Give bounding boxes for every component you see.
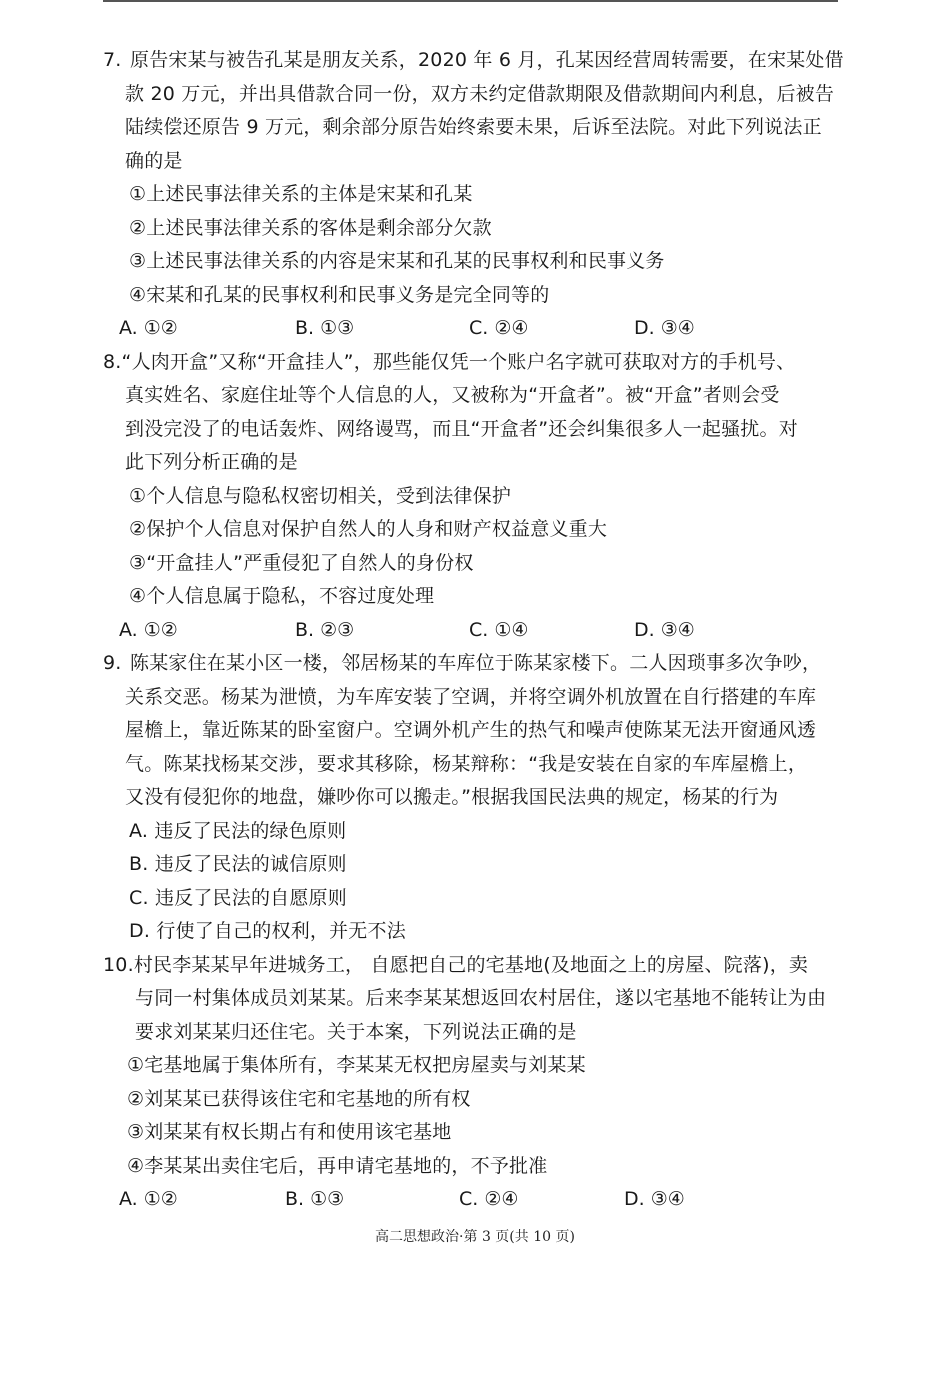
question-10-option-b: B. ①③ [285, 1188, 345, 1210]
page-content [103, 44, 843, 1217]
question-10-statement-4: ④李某某出卖住宅后，再申请宅基地的，不予批准 [127, 1154, 548, 1177]
question-10-option-a: A. ①② [119, 1188, 178, 1210]
question-7-statement-2: ②上述民事法律关系的客体是剩余部分欠款 [129, 216, 492, 239]
question-8-option-c: C. ①④ [469, 618, 529, 641]
question-10-option-d: D. ③④ [624, 1188, 685, 1210]
question-8-option-d: D. ③④ [634, 618, 695, 641]
question-8-option-a: A. ①② [119, 618, 178, 641]
question-7-option-d: D. ③④ [634, 317, 695, 339]
question-9-option-c: C. 违反了民法的自愿原则 [129, 886, 347, 909]
question-8 [103, 346, 843, 648]
question-7 [103, 44, 843, 346]
question-8-options [103, 614, 843, 648]
question-10-statement-1: ①宅基地属于集体所有，李某某无权把房屋卖与刘某某 [127, 1054, 586, 1076]
question-9-option-a: A. 违反了民法的绿色原则 [129, 819, 347, 842]
page-footer: 高二思想政治·第 3 页(共 10 页) [375, 1229, 575, 1245]
question-10 [103, 949, 843, 1217]
question-9-option-d: D. 行使了自己的权利，并无不法 [129, 920, 406, 942]
question-8-number: 8. [103, 350, 122, 373]
question-9-line-2: 关系交恶。杨某为泄愤，为车库安装了空调，并将空调外机放置在自行搭建的车库 [125, 685, 817, 708]
question-9-line-1: 9. 陈某家住在某小区一楼，邻居杨某的车库位于陈某家楼下。二人因琐事多次争吵， [103, 647, 843, 681]
question-10-number: 10. [103, 953, 134, 976]
question-10-line-1: 10.村民李某某早年进城务工， 自愿把自己的宅基地(及地面之上的房屋、院落)，卖 [103, 953, 809, 976]
question-8-line-1: 8.“人肉开盒”又称“开盒挂人”，那些能仅凭一个账户名字就可获取对方的手机号、 [103, 350, 796, 373]
question-9-line-3: 屋檐上，靠近陈某的卧室窗户。空调外机产生的热气和噪声使陈某无法开窗通风透 [125, 719, 817, 741]
question-8-line-4: 此下列分析正确的是 [125, 451, 298, 473]
question-9-number: 9. [103, 652, 122, 674]
question-8-statement-4: ④个人信息属于隐私，不容过度处理 [129, 585, 435, 607]
question-7-option-a: A. ①② [119, 317, 178, 339]
question-9-option-b: B. 违反了民法的诚信原则 [129, 853, 347, 875]
top-rule [103, 0, 838, 2]
question-8-line-2: 真实姓名、家庭住址等个人信息的人，又被称为“开盒者”。被“开盒”者则会受 [125, 384, 780, 406]
question-9-line-4: 气。陈某找杨某交涉，要求其移除，杨某辩称：“我是安装在自家的车库屋檐上， [125, 752, 808, 775]
question-9-line-5: 又没有侵犯你的地盘，嫌吵你可以搬走。”根据我国民法典的规定，杨某的行为 [125, 786, 779, 808]
question-7-option-c: C. ②④ [469, 317, 529, 339]
question-7-statement-1: ①上述民事法律关系的主体是宋某和孔某 [129, 183, 473, 205]
question-8-statement-1: ①个人信息与隐私权密切相关，受到法律保护 [129, 484, 512, 507]
question-10-statement-3: ③刘某某有权长期占有和使用该宅基地 [127, 1121, 452, 1143]
question-10-statement-2: ②刘某某已获得该住宅和宅基地的所有权 [127, 1087, 471, 1110]
question-7-option-b: B. ①③ [295, 317, 355, 339]
question-10-options [103, 1183, 843, 1217]
question-7-line-3: 陆续偿还原告 9 万元，剩余部分原告始终索要未果，后诉至法院。对此下列说法正 [125, 116, 822, 138]
question-7-line-4: 确的是 [125, 149, 183, 172]
question-8-statement-2: ②保护个人信息对保护自然人的人身和财产权益意义重大 [129, 518, 608, 540]
question-8-statement-3: ③“开盒挂人”严重侵犯了自然人的身份权 [129, 551, 474, 574]
question-10-line-3: 要求刘某某归还住宅。关于本案，下列说法正确的是 [135, 1020, 577, 1043]
question-7-statement-4: ④宋某和孔某的民事权利和民事义务是完全同等的 [129, 283, 550, 306]
question-7-number: 7. [103, 49, 122, 71]
question-7-line-1: 7. 原告宋某与被告孔某是朋友关系，2020 年 6 月，孔某因经营周转需要，在宋某处借 [103, 44, 843, 78]
question-7-options [103, 312, 843, 346]
question-7-statement-3: ③上述民事法律关系的内容是宋某和孔某的民事权利和民事义务 [129, 250, 665, 272]
question-8-line-3: 到没完没了的电话轰炸、网络谩骂，而且“开盒者”还会纠集很多人一起骚扰。对 [125, 417, 798, 440]
question-10-line-2: 与同一村集体成员刘某某。后来李某某想返回农村居住，遂以宅基地不能转让为由 [135, 987, 827, 1009]
question-9 [103, 647, 843, 949]
question-7-line-2: 款 20 万元，并出具借款合同一份，双方未约定借款期限及借款期间内利息，后被告 [125, 82, 835, 105]
question-10-option-c: C. ②④ [459, 1188, 519, 1210]
question-8-option-b: B. ②③ [295, 618, 355, 641]
